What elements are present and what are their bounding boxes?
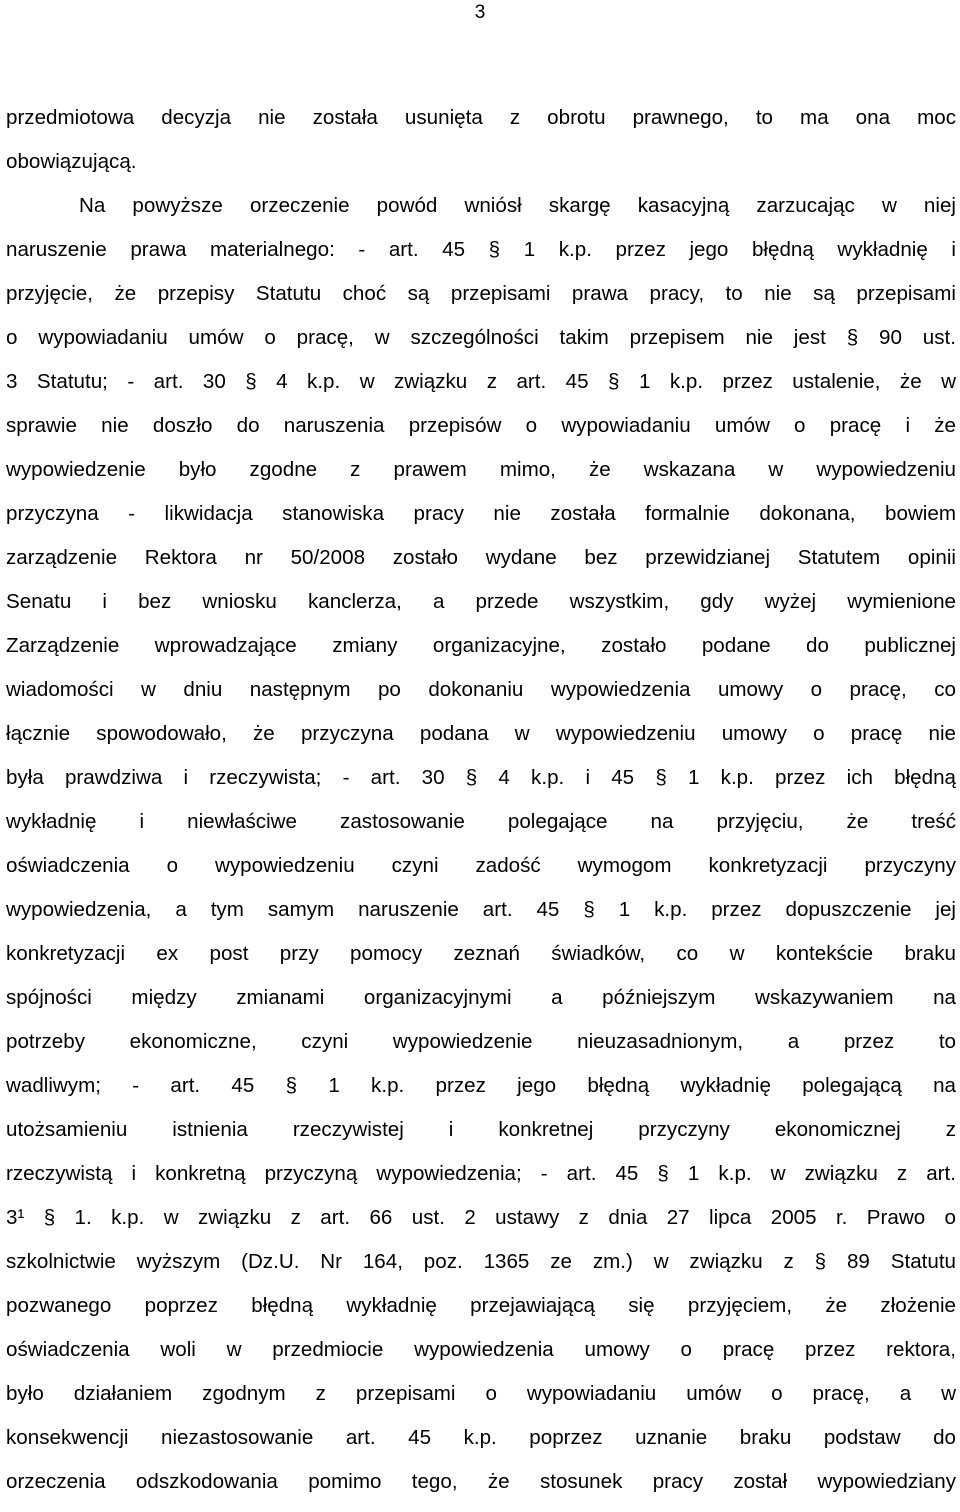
- text-line: Zarządzenie wprowadzające zmiany organizacyjne, zostało podane do publicznej: [6, 634, 956, 657]
- text-line: 3¹ § 1. k.p. w związku z art. 66 ust. 2 ustawy z dnia 27 lipca 2005 r. Prawo o: [6, 1206, 956, 1229]
- text-line: o wypowiadaniu umów o pracę, w szczególności takim przepisem nie jest § 90 ust.: [6, 326, 956, 349]
- text-line: sprawie nie doszło do naruszenia przepisów o wypowiadaniu umów o pracę i że: [6, 414, 956, 437]
- text-line: potrzeby ekonomiczne, czyni wypowiedzenie nieuzasadnionym, a przez to: [6, 1030, 956, 1053]
- text-line: obowiązującą.: [6, 150, 137, 173]
- text-line: konsekwencji niezastosowanie art. 45 k.p. poprzez uznanie braku podstaw do: [6, 1426, 956, 1449]
- text-line: konkretyzacji ex post przy pomocy zeznań świadków, co w kontekście braku: [6, 942, 956, 965]
- text-line: wypowiedzenia, a tym samym naruszenie art. 45 § 1 k.p. przez dopuszczenie jej: [6, 898, 956, 921]
- text-line: przyczyna - likwidacja stanowiska pracy nie została formalnie dokonana, bowiem: [6, 502, 956, 525]
- text-line: oświadczenia woli w przedmiocie wypowiedzenia umowy o pracę przez rektora,: [6, 1338, 956, 1361]
- text-line: rzeczywistą i konkretną przyczyną wypowiedzenia; - art. 45 § 1 k.p. w związku z art.: [6, 1162, 956, 1185]
- text-line: była prawdziwa i rzeczywista; - art. 30 § 4 k.p. i 45 § 1 k.p. przez ich błędną: [6, 766, 956, 789]
- page-number: 3: [474, 2, 486, 23]
- text-line: zarządzenie Rektora nr 50/2008 zostało wydane bez przewidzianej Statutem opinii: [6, 546, 956, 569]
- text-line: spójności między zmianami organizacyjnymi a późniejszym wskazywaniem na: [6, 986, 956, 1009]
- text-line: pozwanego poprzez błędną wykładnię przejawiającą się przyjęciem, że złożenie: [6, 1294, 956, 1317]
- text-line: Na powyższe orzeczenie powód wniósł skargę kasacyjną zarzucając w niej: [79, 194, 956, 217]
- text-line: oświadczenia o wypowiedzeniu czyni zadość wymogom konkretyzacji przyczyny: [6, 854, 956, 877]
- text-line: łącznie spowodowało, że przyczyna podana w wypowiedzeniu umowy o pracę nie: [6, 722, 956, 745]
- text-line: naruszenie prawa materialnego: - art. 45 § 1 k.p. przez jego błędną wykładnię i: [6, 238, 956, 261]
- text-line: wiadomości w dniu następnym po dokonaniu wypowiedzenia umowy o pracę, co: [6, 678, 956, 701]
- text-line: orzeczenia odszkodowania pomimo tego, że stosunek pracy został wypowiedziany: [6, 1470, 956, 1493]
- text-line: wypowiedzenie było zgodne z prawem mimo, że wskazana w wypowiedzeniu: [6, 458, 956, 481]
- text-line: 3 Statutu; - art. 30 § 4 k.p. w związku z art. 45 § 1 k.p. przez ustalenie, że w: [6, 370, 956, 393]
- text-line: wadliwym; - art. 45 § 1 k.p. przez jego błędną wykładnię polegającą na: [6, 1074, 956, 1097]
- text-line: szkolnictwie wyższym (Dz.U. Nr 164, poz. 1365 ze zm.) w związku z § 89 Statutu: [6, 1250, 956, 1273]
- body-text: [6, 96, 956, 1504]
- text-line: przyjęcie, że przepisy Statutu choć są przepisami prawa pracy, to nie są przepisami: [6, 282, 956, 305]
- text-line: przedmiotowa decyzja nie została usunięta z obrotu prawnego, to ma ona moc: [6, 106, 956, 129]
- text-line: było działaniem zgodnym z przepisami o wypowiadaniu umów o pracę, a w: [6, 1382, 956, 1405]
- text-line: Senatu i bez wniosku kanclerza, a przede wszystkim, gdy wyżej wymienione: [6, 590, 956, 613]
- text-line: wykładnię i niewłaściwe zastosowanie polegające na przyjęciu, że treść: [6, 810, 956, 833]
- text-line: utożsamieniu istnienia rzeczywistej i konkretnej przyczyny ekonomicznej z: [6, 1118, 956, 1141]
